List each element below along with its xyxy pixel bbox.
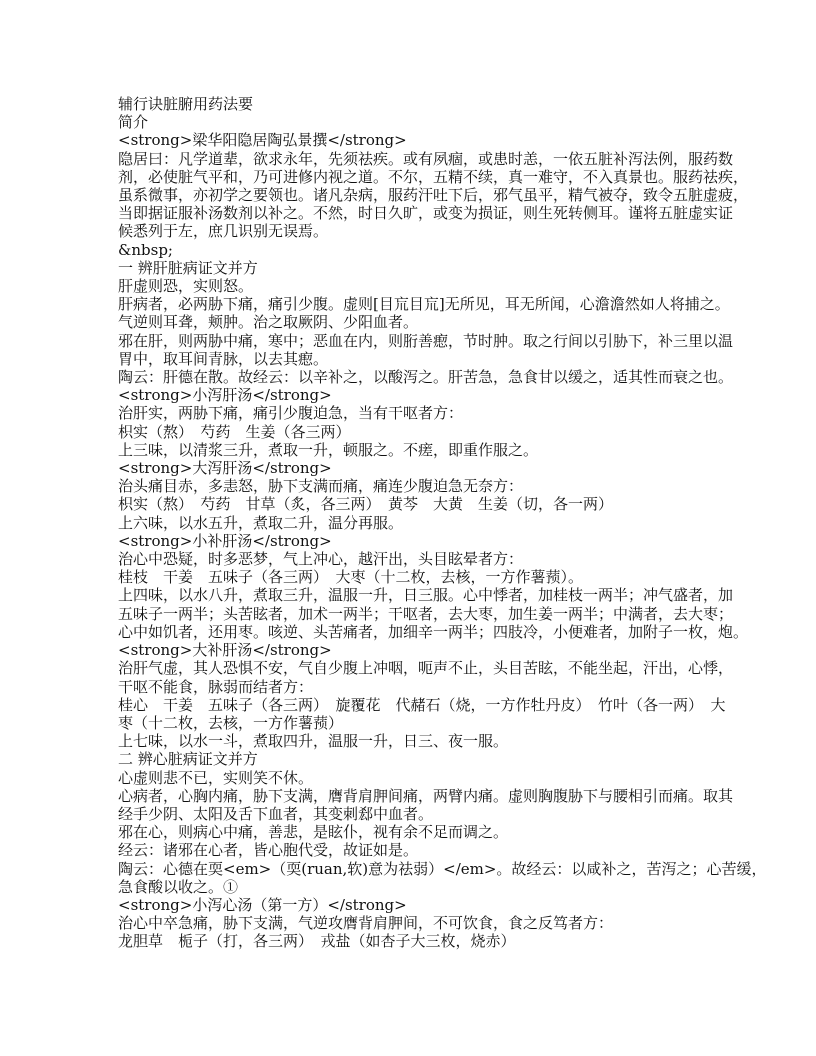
text-line: 候悉列于左，庶几识别无误焉。: [118, 222, 329, 241]
text-line: <strong>小补肝汤</strong>: [118, 531, 332, 550]
paragraph: [118, 277, 718, 295]
paragraph: [118, 131, 718, 149]
text-line: 上六味，以水五升，煮取二升，温分再服。: [118, 513, 404, 532]
paragraph: [118, 568, 718, 586]
text-line: 肝虚则恐，实则怒。: [118, 277, 254, 296]
text-line: 陶云：肝德在散。故经云：以辛补之，以酸泻之。肝苦急，急食甘以缓之，适其性而衰之也。: [118, 368, 734, 387]
paragraph: [118, 459, 718, 477]
text-line: 心病者，心胸内痛，胁下支满，膺背肩胛间痛，两臂内痛。虚则胸腹胁下与腰相引而痛。取其: [118, 786, 734, 805]
text-line: 胃中，取耳间青脉，以去其瘛。: [118, 349, 329, 368]
paragraph: [118, 368, 734, 387]
text-line: 二 辨心脏病证文并方: [118, 750, 258, 769]
paragraph: [118, 641, 718, 659]
text-line: 龙胆草 栀子（打，各三两） 戎盐（如杏子大三枚，烧赤）: [118, 932, 516, 951]
text-line: 桂心 干姜 五味子（各三两） 旋覆花 代赭石（烧，一方作牡丹皮） 竹叶（各一两） 大: [118, 695, 726, 714]
text-line: 治心中恐疑，时多恶梦，气上冲心，越汗出，头目眩晕者方：: [118, 550, 524, 569]
paragraph: [118, 550, 718, 568]
paragraph: [118, 732, 718, 750]
paragraph: [118, 859, 767, 896]
paragraph: [118, 659, 734, 696]
paragraph: [118, 149, 749, 241]
text-line: 上四味，以水八升，煮取三升，温服一升，日三服。心中悸者，加桂枝一两半；冲气盛者，加: [118, 586, 734, 605]
paragraph: [118, 514, 718, 532]
paragraph: [118, 786, 734, 823]
text-line: 虽系微事，亦初学之要领也。诸凡杂病，服药汗吐下后，邪气虽平，精气被夺，致令五脏虚疲，: [118, 186, 749, 205]
paragraph: [118, 823, 718, 841]
paragraph: [118, 841, 718, 859]
paragraph: [118, 914, 718, 932]
paragraph: [118, 532, 718, 550]
paragraph: [118, 769, 718, 787]
text-line: 枳实（熬） 芍药 生姜（各三两）: [118, 422, 351, 441]
text-line: 肝病者，必两胁下痛，痛引少腹。虚则[目巟目巟]无所见，耳无所闻，心澹澹然如人将捕之。: [118, 295, 730, 314]
text-line: 枣（十二枚，去核，一方作薯蓣）: [118, 713, 344, 732]
paragraph: [118, 495, 718, 513]
document-body: [118, 95, 767, 951]
text-line: 邪在肝，则两胁中痛，寒中；恶血在内，则胻善瘛，节时肿。取之行间以引胁下，补三里以温: [118, 331, 734, 350]
text-line: 治肝实，两胁下痛，痛引少腹迫急，当有干呕者方：: [118, 404, 464, 423]
paragraph: [118, 477, 718, 495]
text-line: 治心中卒急痛，胁下支满，气逆攻膺背肩胛间，不可饮食，食之反笃者方：: [118, 914, 614, 933]
paragraph: [118, 404, 718, 422]
paragraph: [118, 241, 718, 259]
text-line: 干呕不能食，脉弱而结者方：: [118, 677, 314, 696]
text-line: <strong>小泻心汤（第一方）</strong>: [118, 895, 407, 914]
paragraph: [118, 586, 749, 641]
text-line: 桂枝 干姜 五味子（各三两） 大枣（十二枚，去核，一方作薯蓣）。: [118, 568, 584, 587]
section-heading: [118, 113, 718, 131]
text-line: 经云：诸邪在心者，皆心胞代受，故证如是。: [118, 841, 419, 860]
text-line: 五味子一两半；头苦眩者，加术一两半；干呕者，去大枣，加生姜一两半；中满者，去大枣；: [118, 604, 734, 623]
text-line: &nbsp;: [118, 240, 173, 259]
paragraph: [118, 331, 734, 368]
paragraph: [118, 295, 730, 332]
text-line: 辅行诀脏腑用药法要: [118, 95, 254, 113]
text-line: 心中如饥者，还用枣。咳逆、头苦痛者，加细辛一两半；四肢冷，小便难者，加附子一枚，炮。: [118, 622, 749, 641]
text-line: 心虚则悲不已，实则笑不休。: [118, 768, 314, 787]
text-line: <strong>大泻肝汤</strong>: [118, 459, 332, 478]
text-line: 陶云：心德在耎<em>（耎(ruan,软)意为祛弱）</em>。故经云：以咸补之，苦泻之；心苦缓，: [118, 859, 767, 878]
paragraph: [118, 932, 718, 950]
text-line: 剂，必使脏气平和，乃可进修内视之道。不尔，五精不续，真一难守，不入真景也。服药祛疾，: [118, 167, 749, 186]
paragraph: [118, 423, 718, 441]
text-line: 气逆则耳聋，颊肿。治之取厥阴、少阳血者。: [118, 313, 419, 332]
text-line: 邪在心，则病心中痛，善悲，是眩仆，视有余不足而调之。: [118, 823, 509, 842]
paragraph: [118, 695, 726, 732]
text-line: <strong>大补肝汤</strong>: [118, 641, 332, 660]
paragraph: [118, 386, 718, 404]
text-line: 上三味，以清浆三升，煮取一升，顿服之。不瘥，即重作服之。: [118, 440, 539, 459]
section-heading: [118, 750, 718, 768]
text-line: 治头痛目赤，多恚怒，胁下支满而痛，痛连少腹迫急无奈方：: [118, 477, 524, 496]
text-line: 经手少阴、太阳及舌下血者，其变刺郄中血者。: [118, 804, 434, 823]
text-line: 上七味，以水一斗，煮取四升，温服一升，日三、夜一服。: [118, 732, 509, 751]
section-heading: [118, 259, 718, 277]
text-line: 枳实（熬） 芍药 甘草（炙，各三两） 黄芩 大黄 生姜（切，各一两）: [118, 495, 614, 514]
text-line: 当即据证服补汤数剂以补之。不然，时日久旷，或变为损证，则生死转侧耳。谨将五脏虚实证: [118, 204, 734, 223]
text-line: 隐居曰：凡学道辈，欲求永年，先须祛疾。或有夙痼，或患时恙，一依五脏补泻法例，服药数: [118, 149, 734, 168]
text-line: <strong>梁华阳隐居陶弘景撰</strong>: [118, 131, 407, 150]
text-line: <strong>小泻肝汤</strong>: [118, 386, 332, 405]
paragraph: [118, 441, 718, 459]
text-line: 治肝气虚，其人恐惧不安，气自少腹上冲咽，呃声不止，头目苦眩，不能坐起，汗出，心悸，: [118, 659, 734, 678]
document-title: [118, 95, 718, 113]
text-line: 简介: [118, 113, 149, 132]
text-line: 急食酸以收之。①: [118, 877, 239, 896]
paragraph: [118, 896, 718, 914]
text-line: 一 辨肝脏病证文并方: [118, 258, 258, 277]
